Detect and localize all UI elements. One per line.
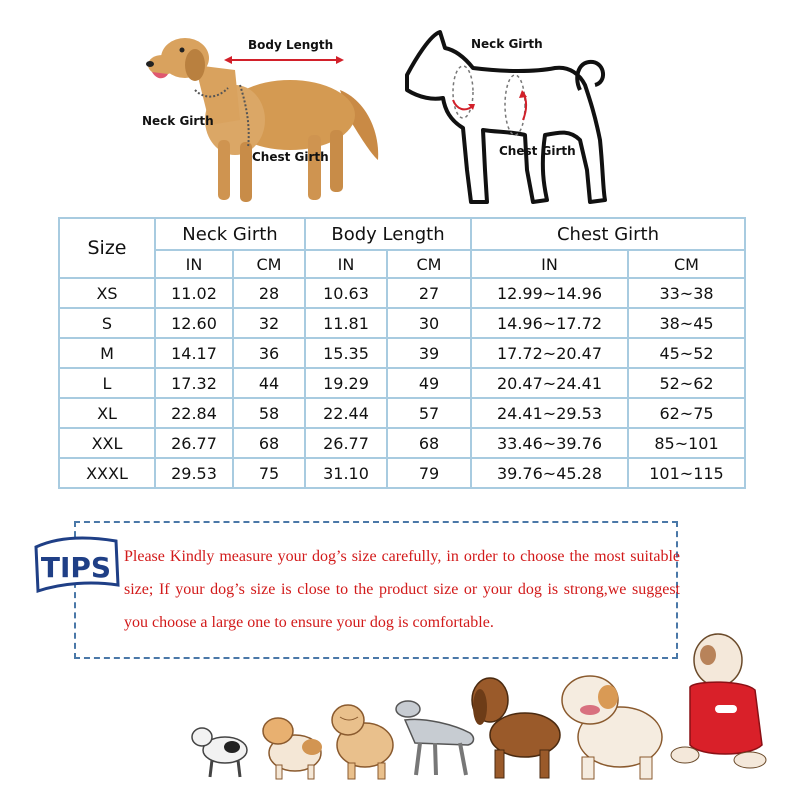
table-cell: 30 — [387, 308, 471, 338]
table-cell: 101~115 — [628, 458, 745, 488]
table-row — [59, 458, 745, 488]
table-cell: 39.76~45.28 — [471, 458, 628, 488]
table-row — [59, 398, 745, 428]
dog-breeds-illustration — [190, 625, 780, 790]
dog-photo-measurement — [140, 20, 390, 215]
chest-girth-header: Chest Girth — [471, 218, 745, 250]
size-cell: L — [59, 368, 155, 398]
unit-in: IN — [155, 250, 233, 278]
table-cell: 19.29 — [305, 368, 387, 398]
table-cell: 75 — [233, 458, 305, 488]
body-length-label: Body Length — [248, 38, 334, 52]
table-cell: 12.99~14.96 — [471, 278, 628, 308]
table-cell: 45~52 — [628, 338, 745, 368]
table-cell: 52~62 — [628, 368, 745, 398]
table-cell: 44 — [233, 368, 305, 398]
tips-badge-icon — [32, 527, 120, 599]
table-cell: 33.46~39.76 — [471, 428, 628, 458]
table-cell: 26.77 — [305, 428, 387, 458]
table-cell: 28 — [233, 278, 305, 308]
table-cell: 11.81 — [305, 308, 387, 338]
size-chart-table — [58, 217, 746, 489]
tips-badge-text: TIPS — [40, 551, 112, 584]
unit-cm: CM — [628, 250, 745, 278]
table-cell: 14.96~17.72 — [471, 308, 628, 338]
size-cell: XXL — [59, 428, 155, 458]
table-cell: 12.60 — [155, 308, 233, 338]
table-cell: 22.84 — [155, 398, 233, 428]
table-row — [59, 338, 745, 368]
body-length-header: Body Length — [305, 218, 471, 250]
table-cell: 22.44 — [305, 398, 387, 428]
unit-cm: CM — [233, 250, 305, 278]
dog-outline-measurement — [395, 20, 620, 215]
table-cell: 36 — [233, 338, 305, 368]
neck-girth-header: Neck Girth — [155, 218, 305, 250]
table-row — [59, 278, 745, 308]
unit-in: IN — [305, 250, 387, 278]
table-cell: 33~38 — [628, 278, 745, 308]
table-cell: 49 — [387, 368, 471, 398]
neck-girth-outline-label: Neck Girth — [471, 37, 543, 51]
table-cell: 17.72~20.47 — [471, 338, 628, 368]
table-cell: 15.35 — [305, 338, 387, 368]
table-cell: 24.41~29.53 — [471, 398, 628, 428]
table-cell: 32 — [233, 308, 305, 338]
table-cell: 11.02 — [155, 278, 233, 308]
table-cell: 58 — [233, 398, 305, 428]
neck-girth-label: Neck Girth — [142, 114, 214, 128]
table-cell: 79 — [387, 458, 471, 488]
table-cell: 57 — [387, 398, 471, 428]
table-cell: 27 — [387, 278, 471, 308]
unit-in: IN — [471, 250, 628, 278]
table-cell: 68 — [387, 428, 471, 458]
size-cell: XS — [59, 278, 155, 308]
size-cell: XL — [59, 398, 155, 428]
unit-cm: CM — [387, 250, 471, 278]
table-cell: 68 — [233, 428, 305, 458]
table-cell: 31.10 — [305, 458, 387, 488]
table-cell: 26.77 — [155, 428, 233, 458]
tips-text: Please Kindly measure your dog’s size carefully, in order to choose the most suitable size; If your dog’s size is close to the product size or your dog is strong,we suggest you choose a large one to ensure your dog is comfortable. — [124, 548, 680, 631]
table-cell: 39 — [387, 338, 471, 368]
chest-girth-label: Chest Girth — [252, 150, 329, 164]
table-cell: 10.63 — [305, 278, 387, 308]
table-cell: 85~101 — [628, 428, 745, 458]
table-cell: 14.17 — [155, 338, 233, 368]
table-row — [59, 308, 745, 338]
table-cell: 20.47~24.41 — [471, 368, 628, 398]
size-header: Size — [59, 218, 155, 278]
tips-badge — [32, 527, 120, 599]
table-cell: 62~75 — [628, 398, 745, 428]
size-cell: M — [59, 338, 155, 368]
table-cell: 29.53 — [155, 458, 233, 488]
table-cell: 38~45 — [628, 308, 745, 338]
table-row — [59, 368, 745, 398]
table-cell: 17.32 — [155, 368, 233, 398]
chest-girth-outline-label: Chest Girth — [499, 144, 576, 158]
size-cell: S — [59, 308, 155, 338]
dog-breeds-icon — [190, 625, 780, 790]
size-cell: XXXL — [59, 458, 155, 488]
table-row — [59, 428, 745, 458]
